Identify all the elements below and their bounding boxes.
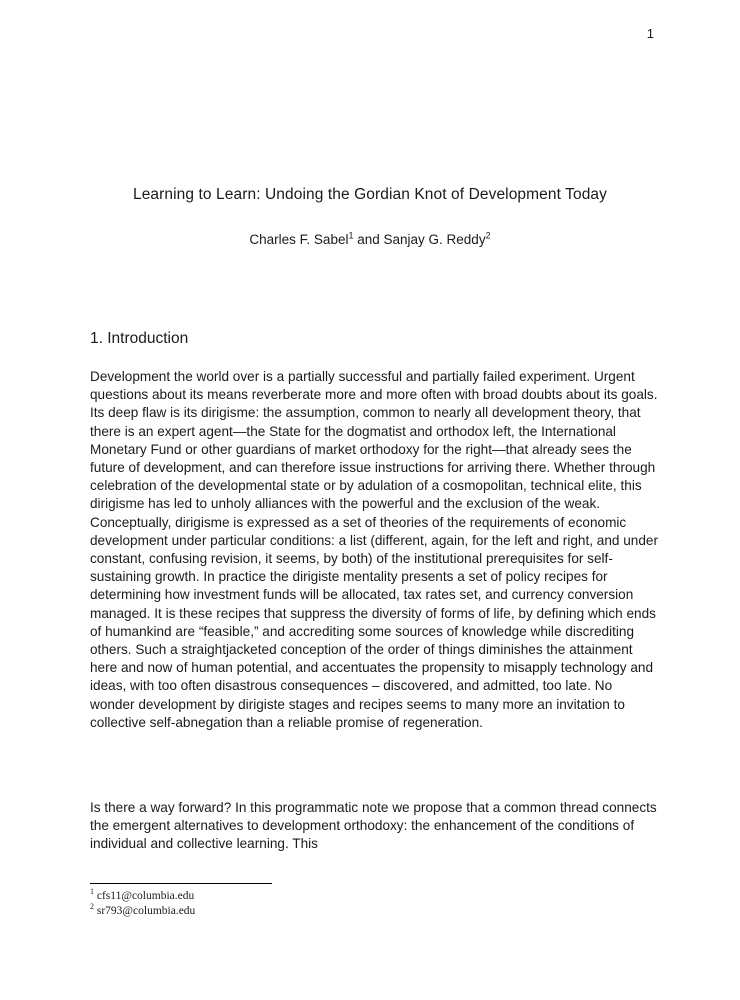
paragraph-introduction-1: Development the world over is a partially successful and partially failed experiment. Urgent questions about its means reverberate more and more often with broad doubts about its goals. Its deep flaw is its dirigisme: the assumption, common to nearly all development theory, that there is an expert agent—the State for the dogmatist and orthodox left, the International Monetary Fund or other guardians of market orthodoxy for the right—that already sees the future of development, and can therefore issue instructions for arriving there. Whether through celebration of the developmental state or by adulation of a cosmopolitan, technical elite, this dirigisme has led to unholy alliances with the powerful and the exclusion of the weak. Conceptually, dirigisme is expressed as a set of theories of the requirements of economic development under particular conditions: a list (different, again, for the left and right, and under constant, confusing revision, it seems, by both) of the institutional prerequisites for self-sustaining growth. In practice the dirigiste mentality presents a set of policy recipes for determining how investment funds will be allocated, tax rates set, and currency conversion managed. It is these recipes that suppress the diversity of forms of life, by defining which ends of humankind are “feasible,” and accrediting some sources of knowledge while discrediting others. Such a straightjacketed conception of the order of things diminishes the attainment here and now of human potential, and accentuates the propensity to misapply technology and ideas, with too often disastrous consequences – discovered, and admitted, too late. No wonder development by dirigiste stages and recipes seems to many more an invitation to collective self-abnegation than a reliable promise of regeneration. <box>90 369 659 730</box>
author-2: Sanjay G. Reddy <box>383 232 486 247</box>
byline <box>40 232 700 247</box>
footnote-1-marker: 1 <box>90 887 94 897</box>
paper-title: Learning to Learn: Undoing the Gordian Knot of Development Today <box>132 186 607 203</box>
page-number: 1 <box>646 26 654 41</box>
byline-separator: and <box>353 232 384 247</box>
footnote-divider <box>90 883 272 884</box>
footnote-2 <box>90 901 660 919</box>
author-2-footnote-marker: 2 <box>485 230 491 241</box>
footnote-2-text: sr793@columbia.edu <box>96 904 196 917</box>
author-1-footnote-marker: 1 <box>348 230 354 241</box>
footnote-2-marker: 2 <box>90 901 94 911</box>
paragraph-introduction-2: Is there a way forward? In this programmatic note we propose that a common thread connects the emergent alternatives to development orthodoxy: the enhancement of the conditions of individual and collective learning. This <box>90 800 657 852</box>
section-heading-introduction: 1. Introduction <box>90 330 189 347</box>
footnote-area <box>90 883 660 918</box>
footnote-1-text: cfs11@columbia.edu <box>96 890 195 902</box>
footnote-1 <box>90 889 660 904</box>
author-1: Charles F. Sabel <box>249 232 349 247</box>
